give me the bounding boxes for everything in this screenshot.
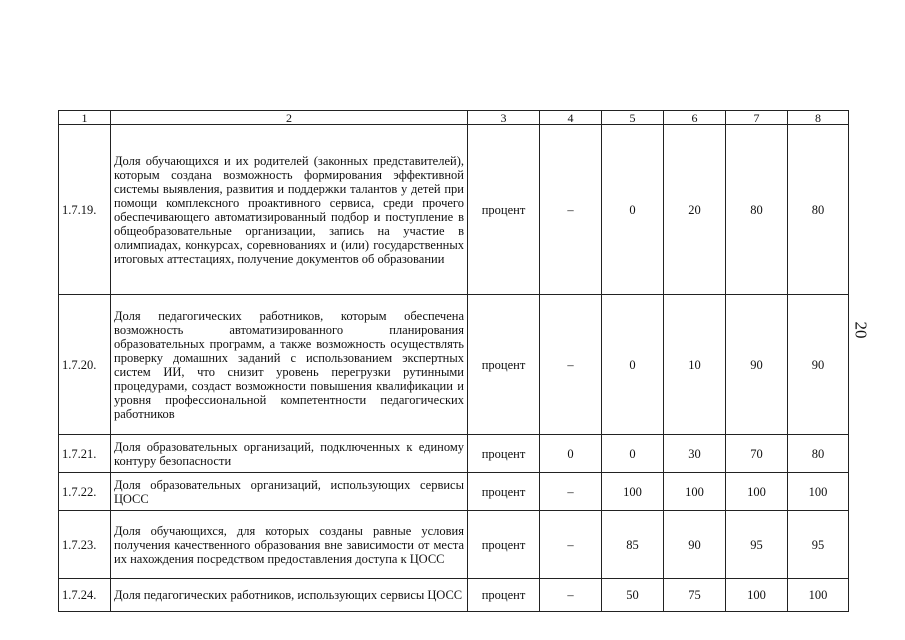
value-cell-4: – [540, 511, 602, 579]
value-cell-8: 100 [788, 473, 849, 511]
value-cell-8: 100 [788, 579, 849, 612]
header-cell-4: 4 [540, 111, 602, 125]
header-cell-1: 1 [59, 111, 111, 125]
row-number: 1.7.23. [59, 511, 111, 579]
value-cell-7: 95 [726, 511, 788, 579]
unit-cell: процент [468, 125, 540, 295]
row-number: 1.7.24. [59, 579, 111, 612]
indicator-name: Доля образовательных организаций, использующих сервисы ЦОСС [111, 473, 468, 511]
indicator-name: Доля педагогических работников, которым обеспечена возможность автоматизированного планирования образовательных программ, а также возможность осуществлять проверку домашних заданий с использованием экспертных систем ИИ, что снизит уровень перегрузки рутинными процедурами, создаст возможности повышения квалификации и уровня профессиональной компетентности педагогических работников [111, 295, 468, 435]
value-cell-7: 100 [726, 579, 788, 612]
row-number: 1.7.21. [59, 435, 111, 473]
row-number: 1.7.22. [59, 473, 111, 511]
value-cell-7: 70 [726, 435, 788, 473]
header-cell-6: 6 [664, 111, 726, 125]
header-cell-2: 2 [111, 111, 468, 125]
value-cell-7: 100 [726, 473, 788, 511]
row-number: 1.7.20. [59, 295, 111, 435]
table-row [59, 511, 849, 579]
value-cell-5: 100 [602, 473, 664, 511]
value-cell-6: 30 [664, 435, 726, 473]
value-cell-4: – [540, 473, 602, 511]
indicators-table [58, 110, 849, 612]
table-row [59, 295, 849, 435]
value-cell-8: 95 [788, 511, 849, 579]
indicator-name: Доля образовательных организаций, подключенных к единому контуру безопасности [111, 435, 468, 473]
value-cell-6: 10 [664, 295, 726, 435]
page-number: 20 [851, 321, 871, 339]
value-cell-6: 20 [664, 125, 726, 295]
value-cell-4: – [540, 295, 602, 435]
value-cell-5: 50 [602, 579, 664, 612]
header-cell-5: 5 [602, 111, 664, 125]
value-cell-5: 0 [602, 125, 664, 295]
value-cell-7: 90 [726, 295, 788, 435]
unit-cell: процент [468, 295, 540, 435]
row-number: 1.7.19. [59, 125, 111, 295]
value-cell-6: 75 [664, 579, 726, 612]
header-cell-7: 7 [726, 111, 788, 125]
indicator-name: Доля педагогических работников, использующих сервисы ЦОСС [111, 579, 468, 612]
value-cell-7: 80 [726, 125, 788, 295]
value-cell-8: 90 [788, 295, 849, 435]
indicator-name: Доля обучающихся, для которых созданы равные условия получения качественного образования вне зависимости от места их нахождения посредством предоставления доступа к ЦОСС [111, 511, 468, 579]
indicator-name: Доля обучающихся и их родителей (законных представителей), которым создана возможность формирования эффективной системы выявления, развития и поддержки талантов у детей при помощи комплексного проактивного сервиса, среди прочего обеспечивающего автоматизированный подбор и поступление в общеобразовательные организации, запись на участие в олимпиадах, конкурсах, соревнованиях и (или) государственных итоговых аттестациях, получение документов об образовании [111, 125, 468, 295]
table-row [59, 579, 849, 612]
unit-cell: процент [468, 473, 540, 511]
unit-cell: процент [468, 435, 540, 473]
unit-cell: процент [468, 579, 540, 612]
value-cell-8: 80 [788, 435, 849, 473]
value-cell-4: – [540, 125, 602, 295]
table-header-row [59, 111, 849, 125]
value-cell-6: 90 [664, 511, 726, 579]
table-row [59, 435, 849, 473]
value-cell-5: 85 [602, 511, 664, 579]
table-row [59, 125, 849, 295]
header-cell-3: 3 [468, 111, 540, 125]
header-cell-8: 8 [788, 111, 849, 125]
table-row [59, 473, 849, 511]
unit-cell: процент [468, 511, 540, 579]
value-cell-5: 0 [602, 435, 664, 473]
value-cell-4: 0 [540, 435, 602, 473]
value-cell-4: – [540, 579, 602, 612]
value-cell-6: 100 [664, 473, 726, 511]
value-cell-8: 80 [788, 125, 849, 295]
value-cell-5: 0 [602, 295, 664, 435]
